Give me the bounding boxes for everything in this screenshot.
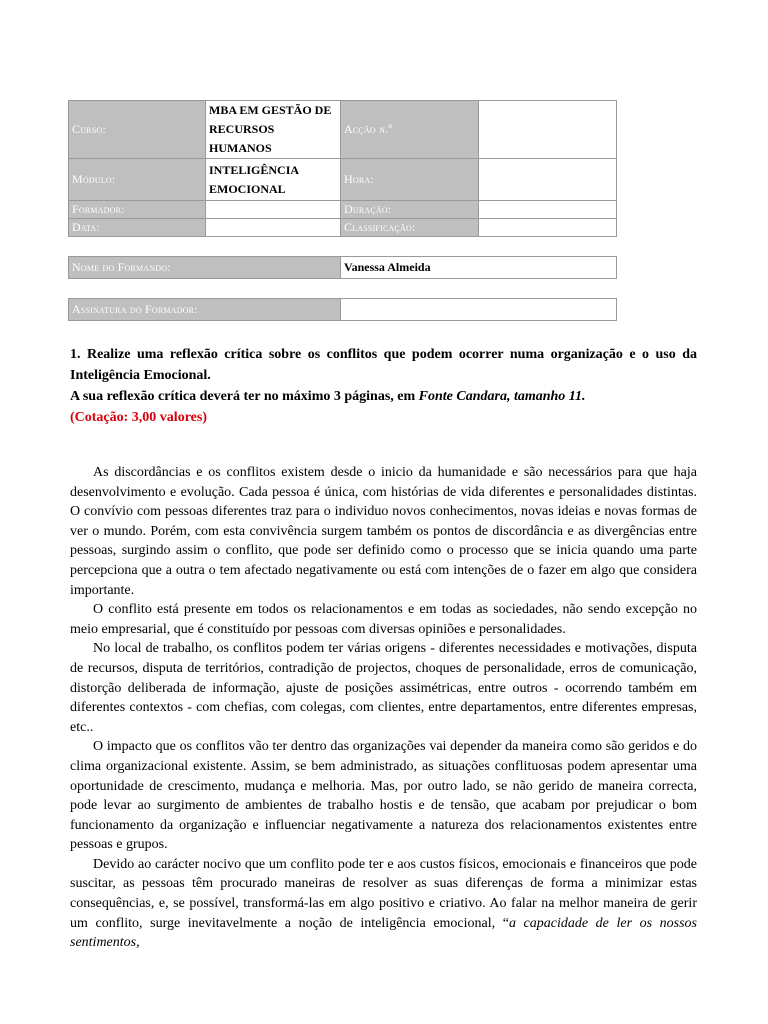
course-info-table (68, 100, 617, 321)
question-instructions (70, 386, 697, 407)
classificacao-value (479, 219, 617, 237)
data-label: Data: (69, 219, 206, 237)
essay-quote: a capacidade de ler os nossos sentimentos, (70, 915, 697, 951)
assinatura-formador-value (341, 299, 617, 321)
question-block (70, 344, 697, 428)
data-value (206, 219, 341, 237)
nome-formando-value: Vanessa Almeida (341, 257, 617, 279)
hora-value (479, 159, 617, 201)
curso-value: MBA EM GESTÃO DE RECURSOS HUMANOS (206, 101, 341, 159)
accao-value (479, 101, 617, 159)
essay-paragraph-3: No local de trabalho, os conflitos podem ter várias origens - diferentes necessidades e motivações, disputa de recursos, disputa de territórios, contradição de projectos, choques de personalidade, erros de comunicação, distorção deliberada de informação, ajuste de posições assimétricas, entre outros - ocorrendo também em diferentes contextos - com chefias, com colegas, com clientes, entre departamentos, entre diferentes empresas, etc.. (70, 641, 697, 735)
formador-label: Formador: (69, 201, 206, 219)
formador-value (206, 201, 341, 219)
hora-label: Hora: (341, 159, 479, 201)
essay-paragraph-4: O impacto que os conflitos vão ter dentro das organizações vai depender da maneira como são geridos e do clima organizacional existente. Assim, se bem administrado, as situações conflituosas podem apresentar uma oportunidade de crescimento, mudança e melhoria. Mas, por outro lado, se não gerido de maneira correcta, pode levar ao surgimento de ambientes de trabalho hostis e de tensão, que acabam por prejudicar o bom funcionamento da organização e influenciar negativamente a natureza dos relacionamentos existentes entre pessoas e grupos. (70, 739, 697, 853)
essay-paragraph-2: O conflito está presente em todos os relacionamentos e em todas as sociedades, não sendo excepção no meio empresarial, que é constituído por pessoas com diversas opiniões e personalidades. (70, 602, 697, 637)
instructions-font: Fonte Candara, tamanho 11. (418, 389, 586, 404)
accao-label: Acção n.º (341, 101, 479, 159)
classificacao-label: Classificação: (341, 219, 479, 237)
question-cotacao: (Cotação: 3,00 valores) (70, 410, 207, 425)
question-text: 1. Realize uma reflexão crítica sobre os conflitos que podem ocorrer numa organização e o uso da Inteligência Emocional. (70, 347, 697, 383)
curso-label: Curso: (69, 101, 206, 159)
essay-paragraph-5 (70, 855, 697, 953)
essay-body (70, 463, 697, 953)
duracao-value (479, 201, 617, 219)
nome-formando-label: Nome do Formando: (69, 257, 341, 279)
duracao-label: Duração: (341, 201, 479, 219)
modulo-value: INTELIGÊNCIA EMOCIONAL (206, 159, 341, 201)
essay-paragraph-1: As discordâncias e os conflitos existem desde o inicio da humanidade e são necessários para que haja desenvolvimento e evolução. Cada pessoa é única, com histórias de vida diferentes e personalidades distintas. O convívio com pessoas diferentes traz para o individuo novos conhecimentos, novas ideias e novas formas de ver o mundo. Porém, com esta convivência surgem também os pontos de discordância e as divergências entre pessoas, surgindo assim o conflito, que pode ser definido como o processo que se inicia quando uma parte percepciona que a outra o tem afectado negativamente ou está com intenções de o fazer em algo que considera importante. (70, 465, 697, 598)
essay-paragraph-5-text: Devido ao carácter nocivo que um conflito pode ter e aos custos físicos, emocionais e financeiros que pode suscitar, as pessoas têm procurado maneiras de resolver as suas diferenças de forma a minimizar estas consequências, e, se possível, transformá-las em algo positivo e criativo. Ao falar na melhor maneira de gerir um conflito, surge inevitavelmente a noção de inteligência emocional, “ (70, 856, 697, 931)
instructions-text: A sua reflexão crítica deverá ter no máximo 3 páginas, em (70, 389, 419, 404)
assinatura-formador-label: Assinatura do Formador: (69, 299, 341, 321)
modulo-label: Módulo: (69, 159, 206, 201)
